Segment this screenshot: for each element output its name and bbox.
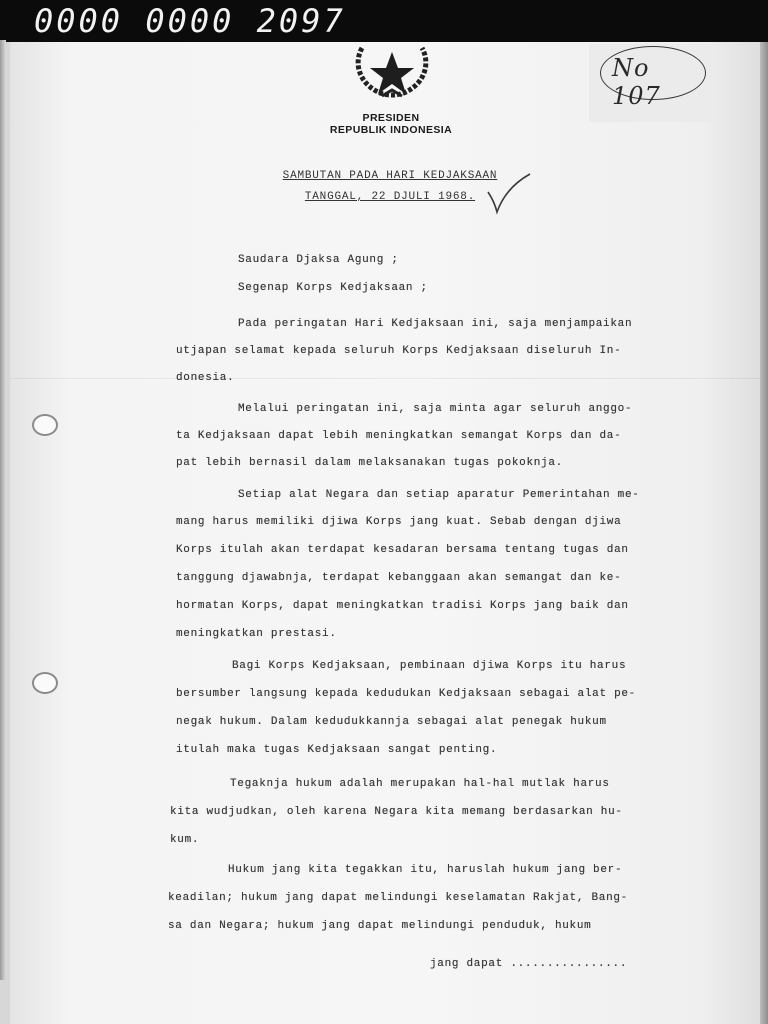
garuda-emblem-icon [348,42,436,100]
document-title: SAMBUTAN PADA HARI KEDJAKSAAN [282,170,498,182]
body-line: sa dan Negara; hukum jang dapat melindungi penduduk, hukum [168,920,592,932]
body-line: utjapan selamat kepada seluruh Korps Kedjaksaan diseluruh In- [176,345,622,357]
body-line: kum. [170,834,200,846]
document-date: TANGGAL, 22 DJULI 1968. [304,191,476,203]
salutation-line: Saudara Djaksa Agung ; [238,254,399,266]
body-line: bersumber langsung kepada kedudukan Kedjaksaan sebagai alat pe- [176,688,636,700]
punch-hole [32,414,58,436]
body-line: hormatan Korps, dapat meningkatkan tradisi Korps jang baik dan [176,600,629,612]
body-line: donesia. [176,372,235,384]
body-line: mang harus memiliki djiwa Korps jang kuat. Sebab dengan djiwa [176,516,622,528]
body-line: tanggung djawabnja, terdapat kebanggaan akan semangat dan ke- [176,572,622,584]
page-right-edge [760,42,768,1024]
body-line: ta Kedjaksaan dapat lebih meningkatkan semangat Korps dan da- [176,430,622,442]
body-line: Bagi Korps Kedjaksaan, pembinaan djiwa Korps itu harus [232,660,627,672]
closing-line [430,958,627,970]
body-line: Tegaknja hukum adalah merupakan hal-hal mutlak harus [230,778,610,790]
body-line: Korps itulah akan terdapat kesadaran bersama tentang tugas dan [176,544,629,556]
body-line: itulah maka tugas Kedjaksaan sangat penting. [176,744,498,756]
page-fold [10,378,762,379]
punch-hole [32,672,58,694]
body-line: kita wudjudkan, oleh karena Negara kita memang berdasarkan hu- [170,806,623,818]
frame-number: 0000 0000 2097 [34,2,346,40]
archive-number: No 107 [612,54,661,110]
page-binding-edge [0,40,6,980]
salutation-line: Segenap Korps Kedjaksaan ; [238,282,428,294]
continuation-dots: ................ [510,958,628,970]
document-page [10,42,762,1024]
body-line: negak hukum. Dalam kedudukkannja sebagai alat penegak hukum [176,716,607,728]
body-line: meningkatkan prestasi. [176,628,337,640]
film-strip [0,0,768,42]
letterhead-title: PRESIDEN [362,112,420,124]
letterhead-subtitle: REPUBLIK INDONESIA [329,124,453,136]
body-line: Hukum jang kita tegakkan itu, haruslah hukum jang ber- [228,864,623,876]
body-line: pat lebih bernasil dalam melaksanakan tugas pokoknja. [176,457,563,469]
body-line: Setiap alat Negara dan setiap aparatur Pemerintahan me- [238,489,640,501]
closing-text: jang dapat [430,958,504,970]
body-line: keadilan; hukum jang dapat melindungi keselamatan Rakjat, Bang- [168,892,628,904]
checkmark-icon [484,170,534,220]
body-line: Melalui peringatan ini, saja minta agar seluruh anggo- [238,403,633,415]
body-line: Pada peringatan Hari Kedjaksaan ini, saja menjampaikan [238,318,633,330]
